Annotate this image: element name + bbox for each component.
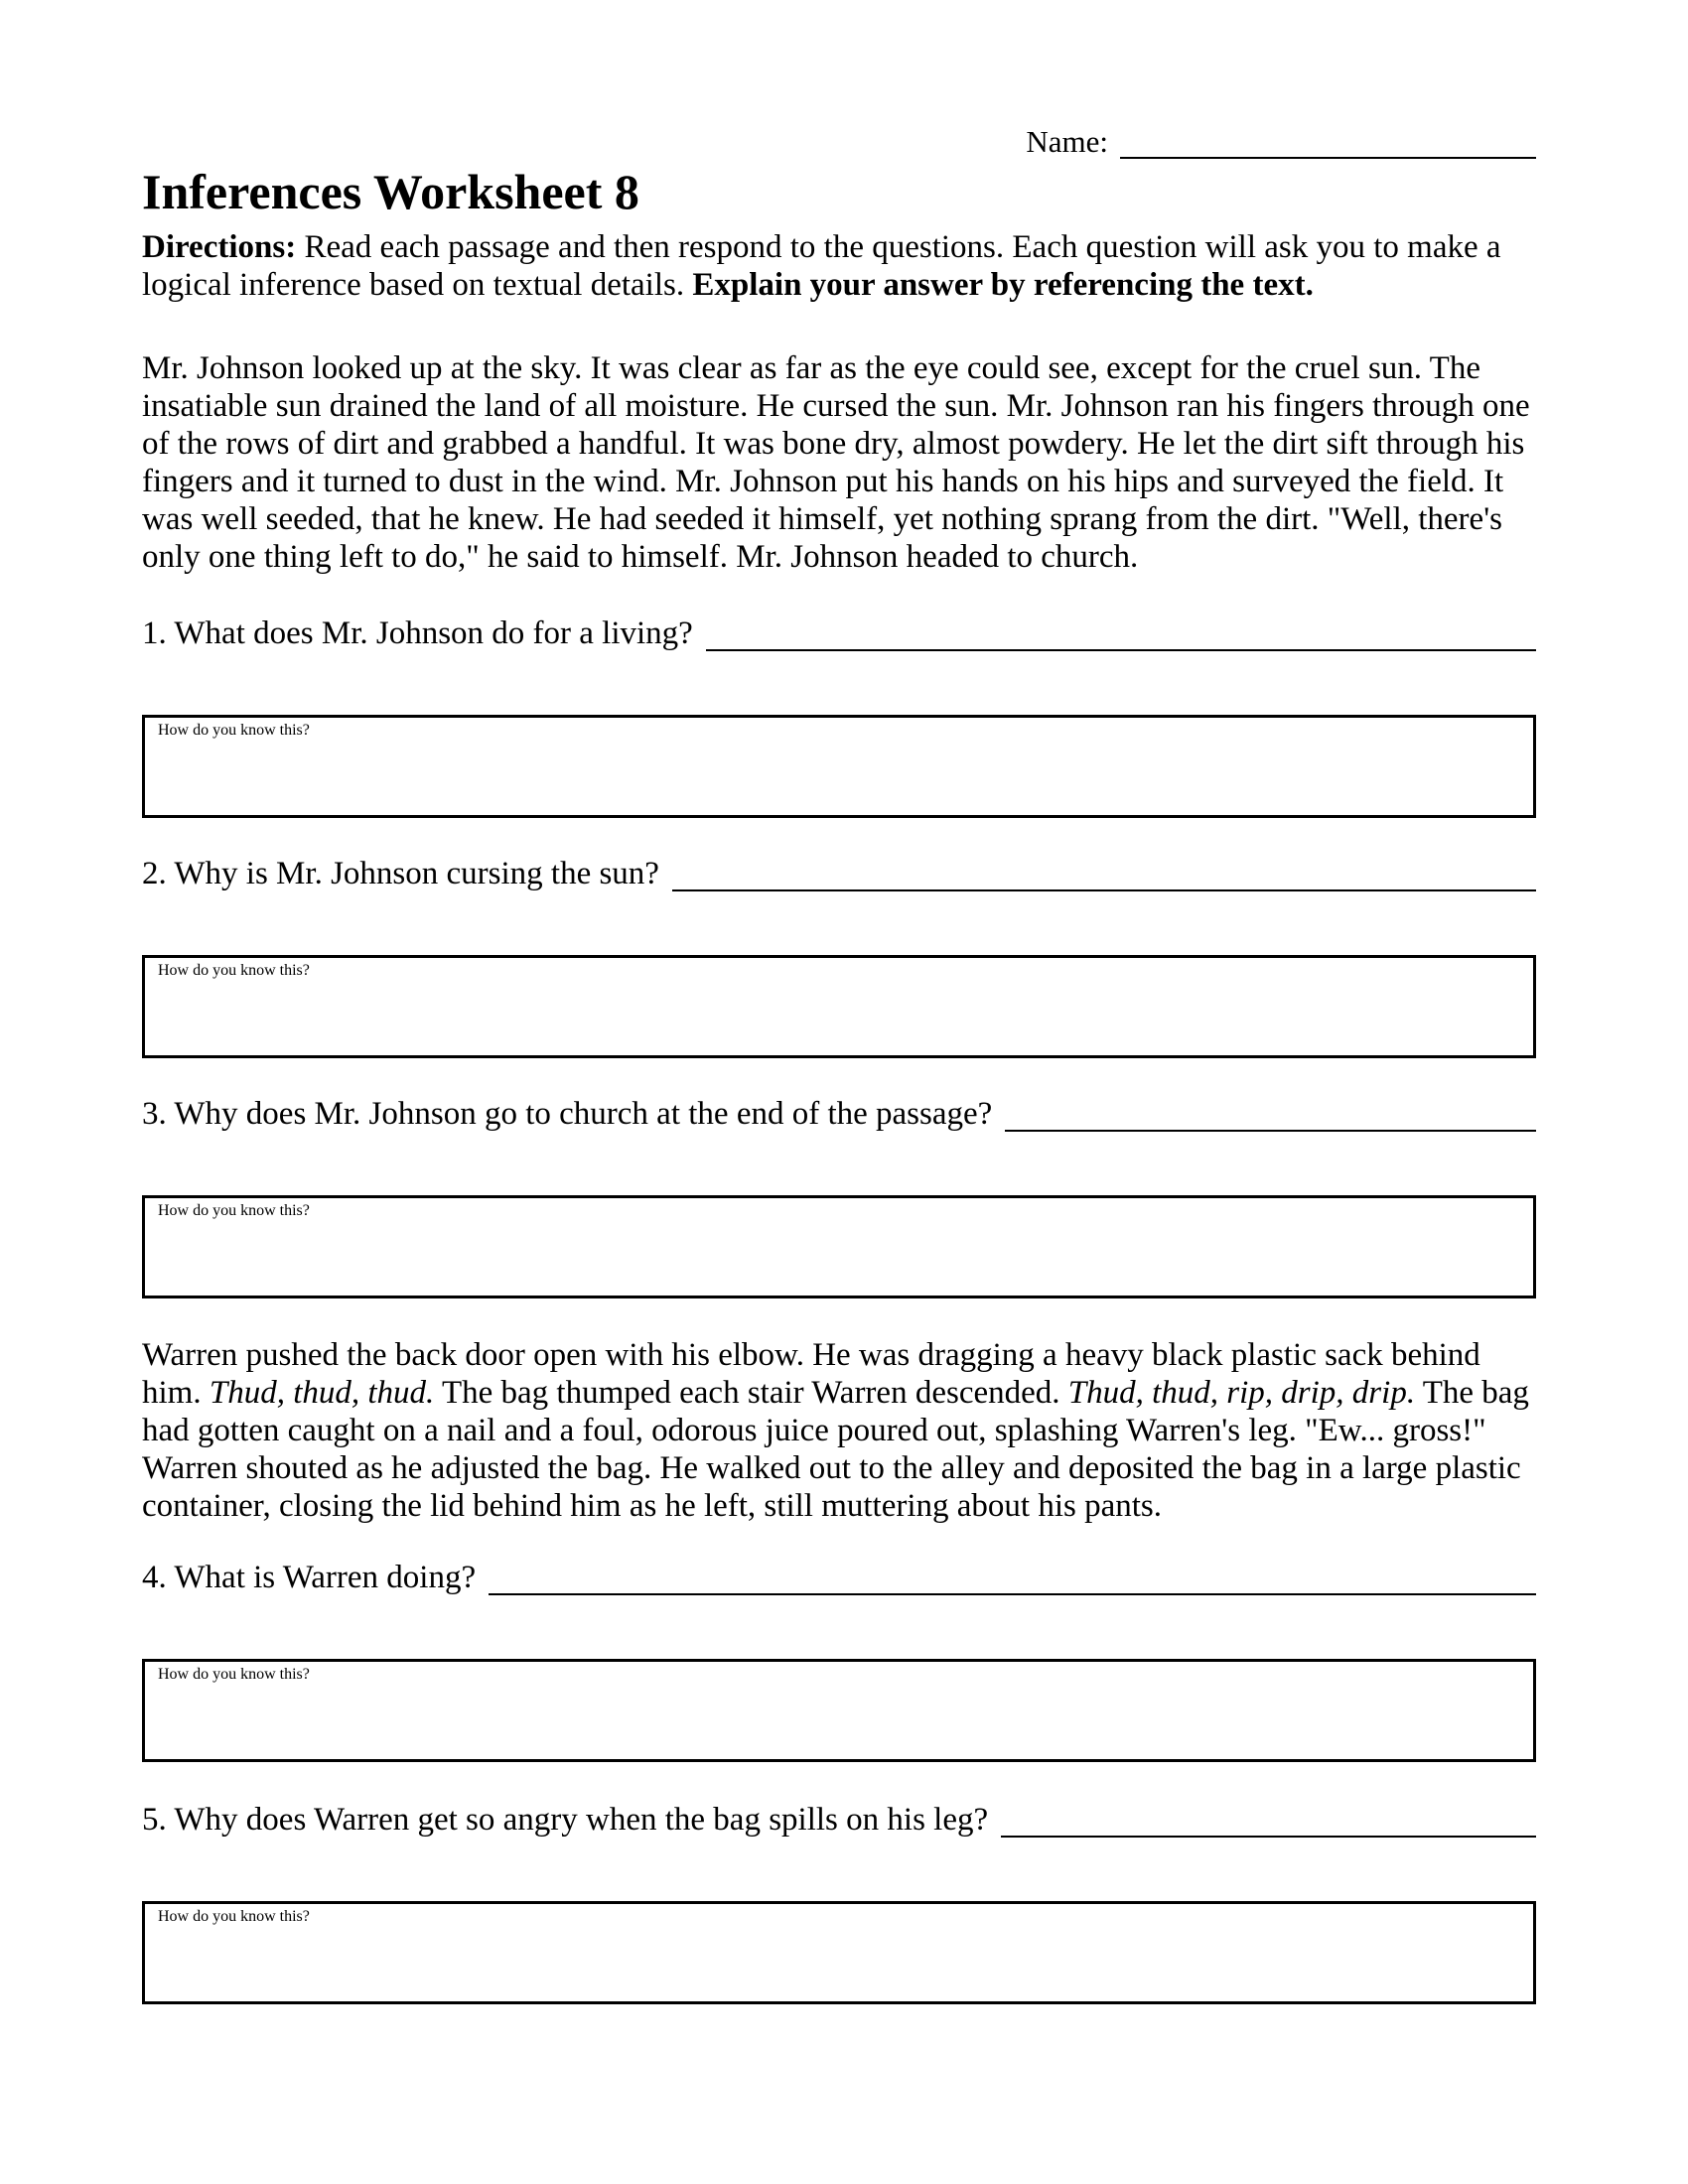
question-4	[142, 1558, 1536, 1597]
question-2-answer-line[interactable]	[672, 854, 1536, 891]
question-3-text: 3. Why does Mr. Johnson go to church at the end of the passage?	[142, 1096, 993, 1132]
name-label: Name:	[1026, 124, 1108, 159]
answer-box-label: How do you know this?	[158, 1666, 310, 1683]
page-title: Inferences Worksheet 8	[142, 164, 639, 219]
passage-2-italic2: Thud, thud, rip, drip, drip.	[1067, 1375, 1416, 1411]
question-5-answer-line[interactable]	[1001, 1800, 1536, 1838]
question-3	[142, 1094, 1536, 1134]
question-4-answer-box[interactable]	[142, 1659, 1536, 1762]
question-2-text: 2. Why is Mr. Johnson cursing the sun?	[142, 856, 659, 891]
question-2	[142, 854, 1536, 893]
question-1-answer-box[interactable]	[142, 715, 1536, 818]
passage-1: Mr. Johnson looked up at the sky. It was clear as far as the eye could see, except for the cruel sun. The insatiable sun drained the land of all moisture. He cursed the sun. Mr. Johnson ran his fingers through one of the rows of dirt and grabbed a handful. It was bone dry, almost powdery. He let the dirt sift through his fingers and it turned to dust in the wind. Mr. Johnson put his hands on his hips and surveyed the field. It was well seeded, that he knew. He had seeded it himself, yet nothing sprang from the dirt. "Well, there's only one thing left to do," he said to himself. Mr. Johnson headed to church.	[142, 350, 1530, 575]
name-blank-line[interactable]	[1120, 127, 1536, 159]
question-1-answer-line[interactable]	[706, 614, 1536, 651]
directions-emphasis: Explain your answer by referencing the text.	[692, 267, 1314, 303]
passage-2-part3: The bag had gotten caught on a nail and a foul, odorous juice poured out, splashing Warren's leg. "Ew... gross!" Warren shouted as he adjusted the bag. He walked out to the alley and deposited the bag in a large plastic container, closing the lid behind him as he left, still muttering about his pants.	[142, 1375, 1529, 1524]
answer-box-label: How do you know this?	[158, 1202, 310, 1219]
answer-box-label: How do you know this?	[158, 722, 310, 739]
question-4-text: 4. What is Warren doing?	[142, 1560, 477, 1595]
answer-box-label: How do you know this?	[158, 962, 310, 979]
directions-paragraph	[142, 228, 1536, 304]
question-5-text: 5. Why does Warren get so angry when the bag spills on his leg?	[142, 1802, 989, 1838]
question-1	[142, 614, 1536, 653]
passage-2	[142, 1336, 1536, 1525]
name-row	[142, 125, 1536, 159]
question-3-answer-line[interactable]	[1005, 1094, 1536, 1132]
question-4-answer-line[interactable]	[489, 1558, 1536, 1595]
question-5-answer-box[interactable]	[142, 1901, 1536, 2004]
question-1-text: 1. What does Mr. Johnson do for a living?	[142, 615, 693, 651]
directions-body: Read each passage and then respond to the questions. Each question will ask you to make a logical inference based on textual details.	[142, 229, 1501, 303]
question-5	[142, 1800, 1536, 1840]
answer-box-label: How do you know this?	[158, 1908, 310, 1925]
passage-2-italic1: Thud, thud, thud.	[209, 1375, 435, 1411]
directions-label: Directions:	[142, 229, 297, 265]
passage-2-part2: The bag thumped each stair Warren descended.	[434, 1375, 1068, 1411]
question-2-answer-box[interactable]	[142, 955, 1536, 1058]
passage-2-part1: Warren pushed the back door open with his elbow. He was dragging a heavy black plastic sack behind him.	[142, 1337, 1480, 1411]
question-3-answer-box[interactable]	[142, 1195, 1536, 1298]
